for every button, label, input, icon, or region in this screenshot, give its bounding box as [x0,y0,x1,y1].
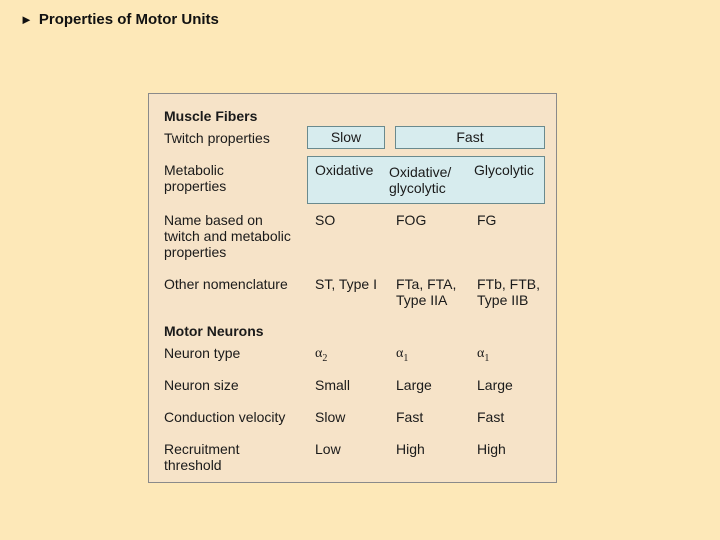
muscle-fibers-heading: Muscle Fibers [164,108,258,124]
bullet-arrow-icon: ► [20,12,33,27]
conduction-velocity-2: Fast [396,409,424,425]
metabolic-oxglyc-line1: Oxidative/ [389,164,452,180]
twitch-fast-box [395,126,545,149]
neuron-type-1-subscript: 2 [322,352,328,364]
neuron-type-3 [477,346,489,367]
nomenclature-st: ST, Type I [315,276,377,292]
neuron-size-3: Large [477,377,513,393]
recruitment-threshold-3: High [477,441,506,457]
neuron-size-label: Neuron size [164,377,239,393]
slide-title-text: Properties of Motor Units [38,11,219,28]
name-label-line2: twitch and metabolic [164,228,291,244]
name-label-line3: properties [164,244,227,260]
neuron-size-2: Large [396,377,432,393]
recruitment-label-line1: Recruitment [164,441,240,457]
metabolic-oxglyc-line2: glycolytic [389,180,446,196]
twitch-slow-box [307,126,385,149]
name-label-line1: Name based on [164,212,263,228]
recruitment-threshold-2: High [396,441,425,457]
slide-title [20,11,219,28]
metabolic-oxidative: Oxidative [315,162,374,178]
metabolic-label-line2: properties [164,178,227,194]
neuron-type-label: Neuron type [164,345,241,361]
nomenclature-fta-line2: Type IIA [396,292,448,308]
neuron-type-3-subscript: 1 [484,352,490,364]
neuron-type-2 [396,346,408,367]
motor-units-table [148,93,557,483]
conduction-velocity-label: Conduction velocity [164,409,286,425]
nomenclature-fta-line1: FTa, FTA, [396,276,457,292]
nomenclature-ftb-line2: Type IIB [477,292,529,308]
conduction-velocity-1: Slow [315,409,346,425]
neuron-type-2-subscript: 1 [403,352,409,364]
twitch-properties-label: Twitch properties [164,130,270,146]
name-fog: FOG [396,212,427,228]
neuron-type-2-symbol: α [396,346,404,361]
neuron-type-1 [315,346,327,367]
conduction-velocity-3: Fast [477,409,505,425]
metabolic-glycolytic: Glycolytic [474,162,534,178]
twitch-fast-text: Fast [456,129,484,145]
name-fg: FG [477,212,497,228]
nomenclature-ftb-line1: FTb, FTB, [477,276,540,292]
nomenclature-label: Other nomenclature [164,276,288,292]
neuron-size-1: Small [315,377,351,393]
recruitment-threshold-1: Low [315,441,341,457]
neuron-type-3-symbol: α [477,346,485,361]
motor-neurons-heading: Motor Neurons [164,323,264,339]
neuron-type-1-symbol: α [315,346,323,361]
metabolic-label-line1: Metabolic [164,162,224,178]
twitch-slow-text: Slow [330,129,362,145]
recruitment-label-line2: threshold [164,457,222,473]
name-so: SO [315,212,336,228]
